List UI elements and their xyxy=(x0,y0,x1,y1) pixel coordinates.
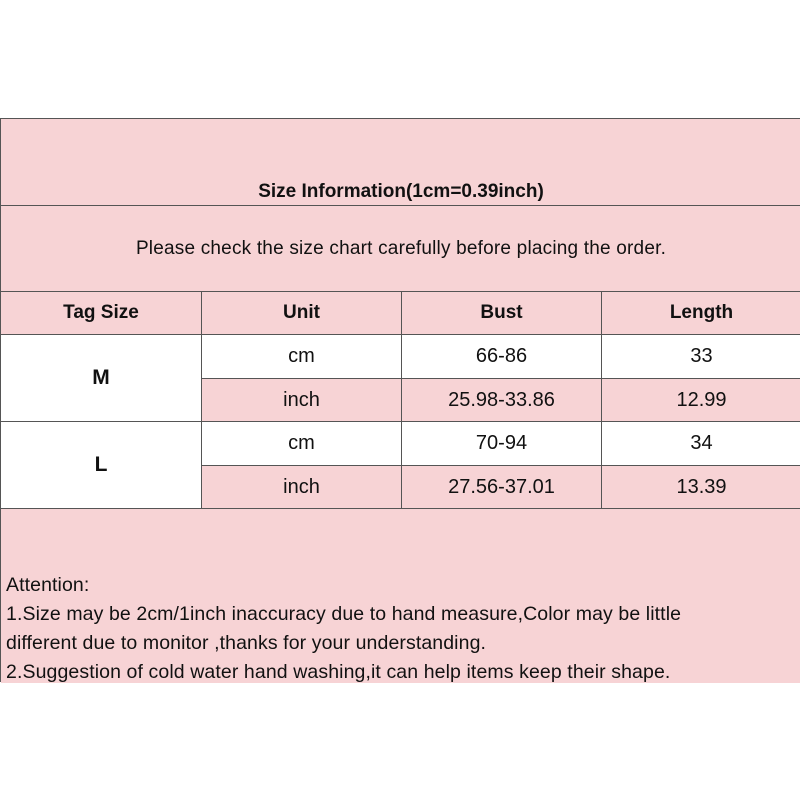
bust-cell: 27.56-37.01 xyxy=(401,466,601,508)
unit-cell: cm xyxy=(201,422,401,466)
header-length: Length xyxy=(601,292,800,334)
table-header-row xyxy=(1,292,800,335)
bust-cell: 66-86 xyxy=(401,335,601,379)
size-label-m: M xyxy=(1,335,201,421)
header-unit: Unit xyxy=(201,292,401,334)
header-bust: Bust xyxy=(401,292,601,334)
length-cell: 12.99 xyxy=(601,379,800,421)
unit-cell: cm xyxy=(201,335,401,379)
notice-text: Please check the size chart carefully before placing the order. xyxy=(135,238,667,259)
attention-line: different due to monitor ,thanks for your understanding. xyxy=(6,632,487,654)
attention-line: 1.Size may be 2cm/1inch inaccuracy due to hand measure,Color may be little xyxy=(6,603,682,625)
chart-title: Size Information(1cm=0.39inch) xyxy=(258,181,544,202)
notice-row xyxy=(1,206,800,292)
header-tag-size: Tag Size xyxy=(63,302,139,323)
size-group-l xyxy=(1,422,800,509)
attention-line: 2.Suggestion of cold water hand washing,it can help items keep their shape. xyxy=(6,661,671,683)
bust-cell: 25.98-33.86 xyxy=(401,379,601,421)
title-row xyxy=(1,119,800,206)
size-group-m xyxy=(1,335,800,422)
size-label-l: L xyxy=(1,422,201,508)
bust-cell: 70-94 xyxy=(401,422,601,466)
attention-heading: Attention: xyxy=(6,574,90,596)
unit-cell: inch xyxy=(201,466,401,508)
size-chart xyxy=(0,118,800,682)
length-cell: 34 xyxy=(601,422,800,466)
length-cell: 33 xyxy=(601,335,800,379)
attention-section xyxy=(1,509,800,683)
length-cell: 13.39 xyxy=(601,466,800,508)
unit-cell: inch xyxy=(201,379,401,421)
